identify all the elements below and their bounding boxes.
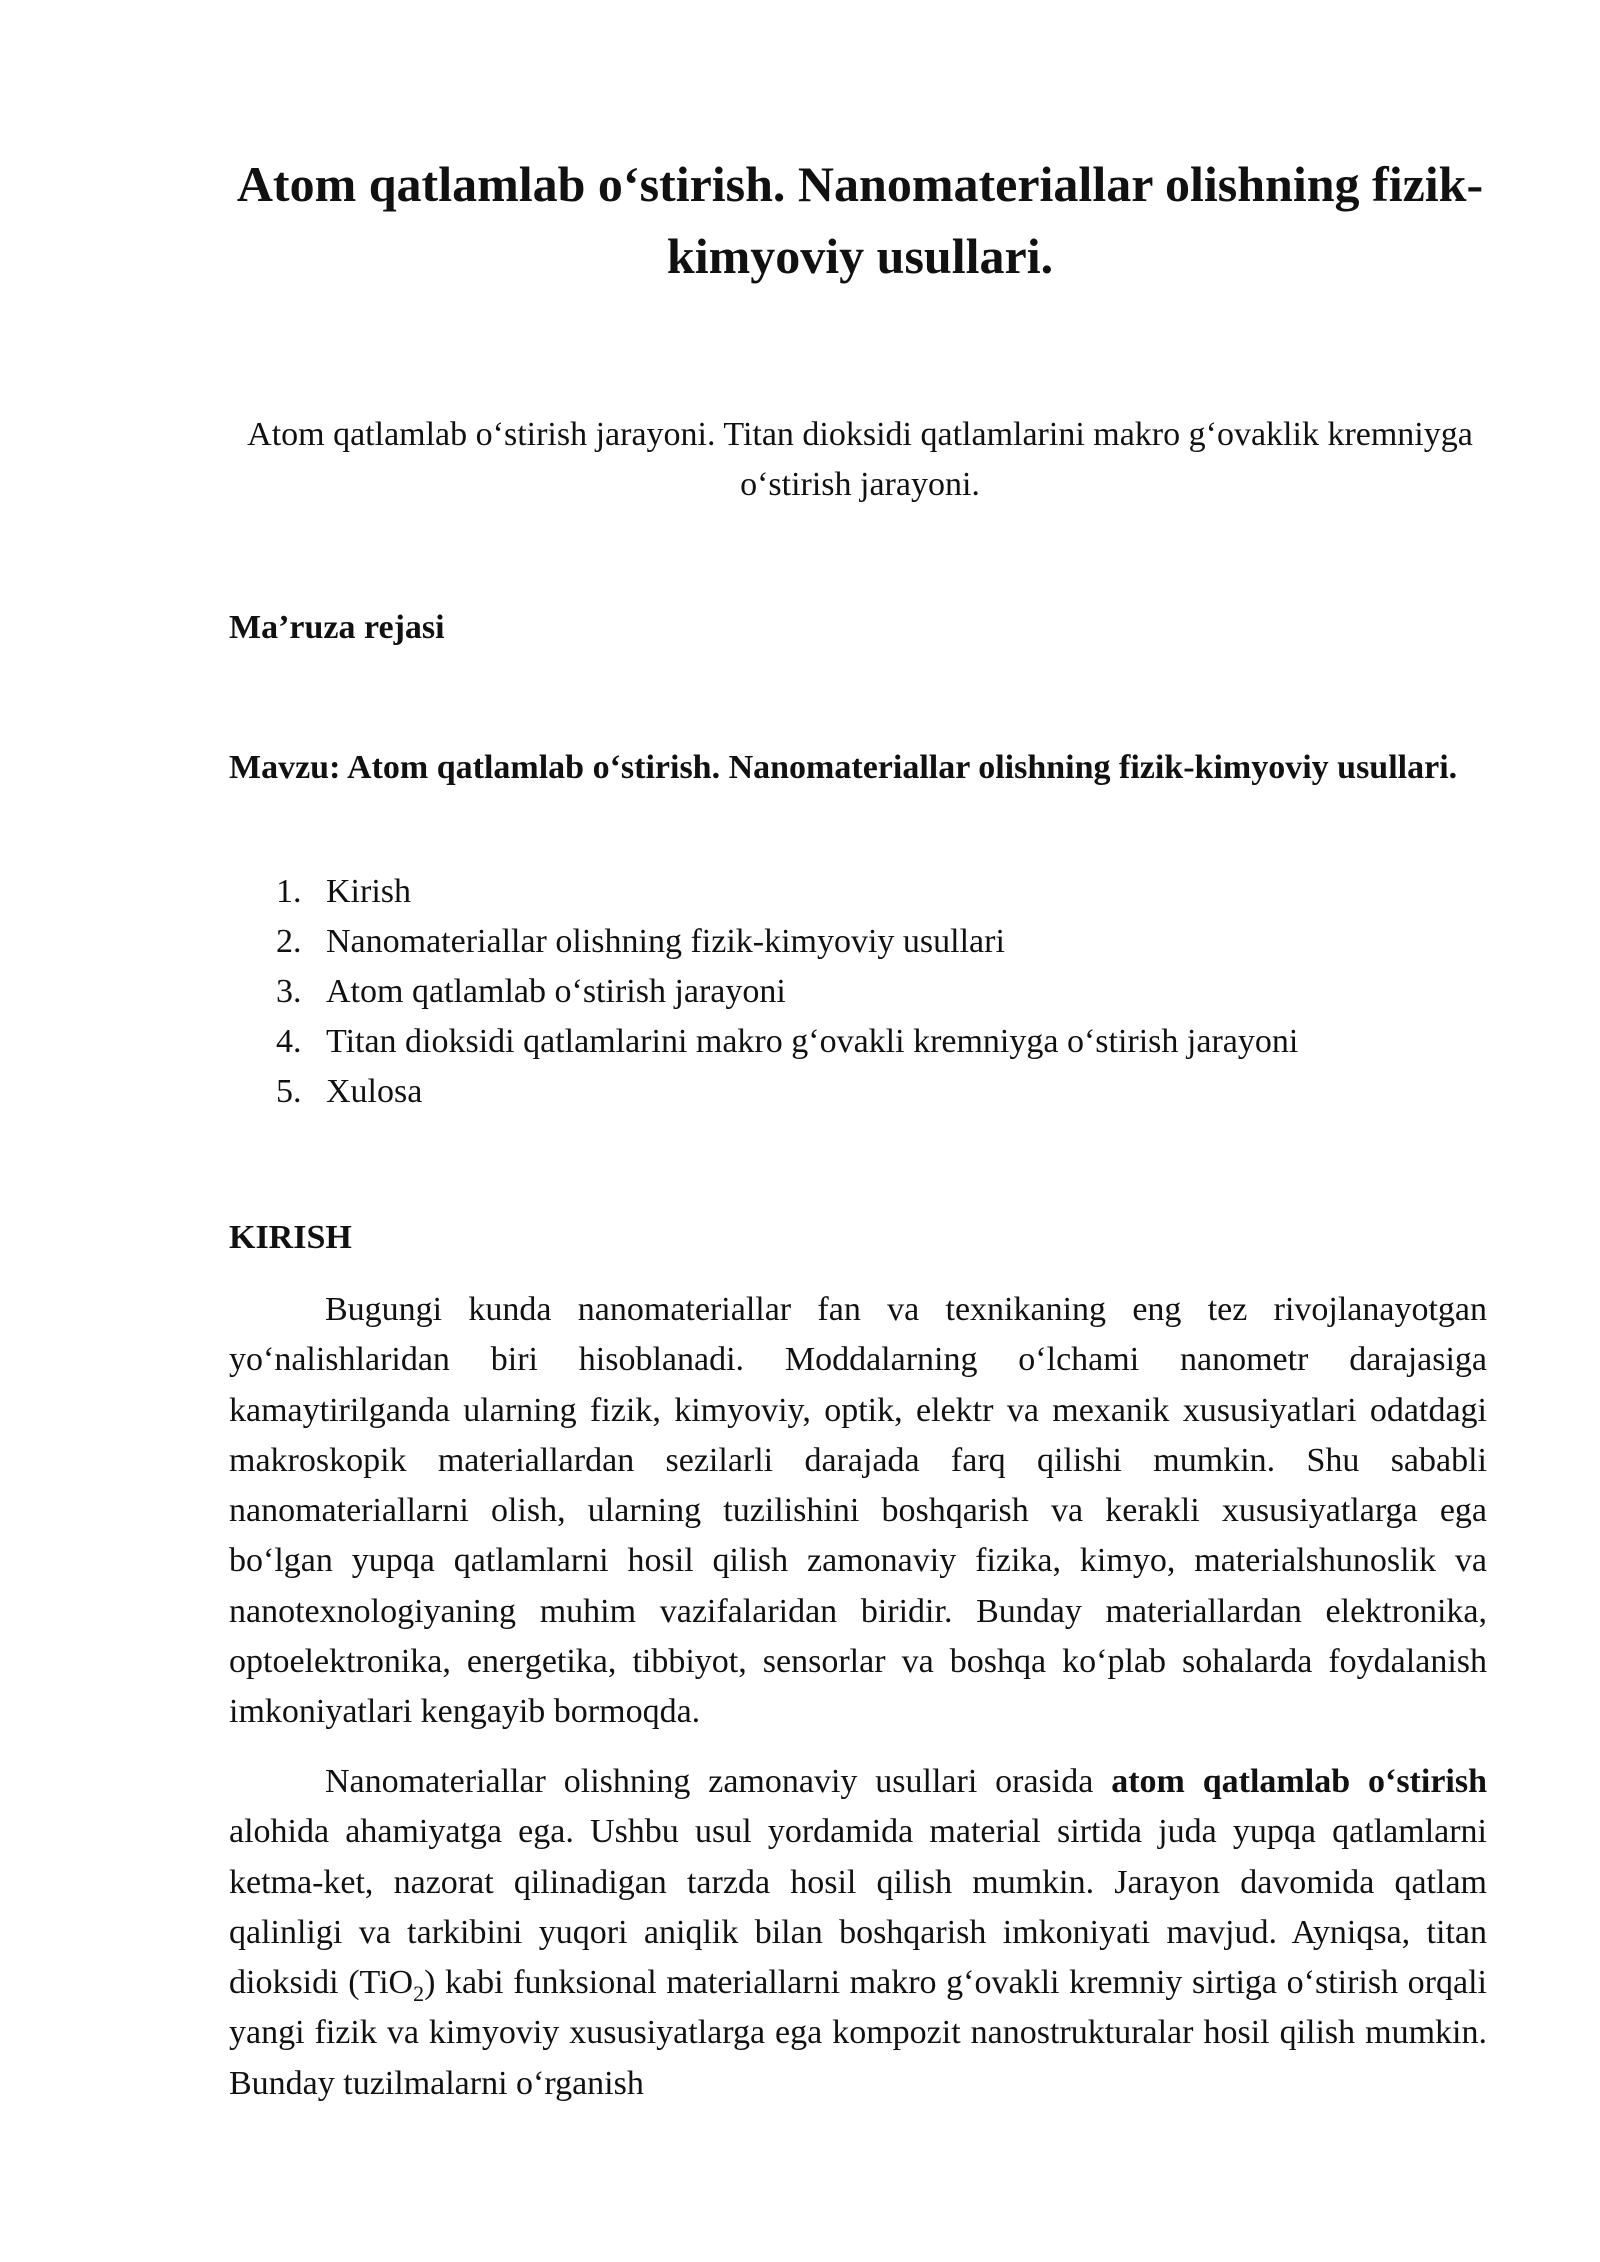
outline-item xyxy=(229,917,1298,967)
subscript: 2 xyxy=(413,1980,425,2006)
plan-heading: Ma’ruza rejasi xyxy=(229,609,445,646)
outline-text: Titan dioksidi qatlamlarini makro g‘ovakli kremniyga o‘stirish jarayoni xyxy=(326,1023,1299,1060)
outline-text: Kirish xyxy=(326,873,411,910)
outline-number: 1. xyxy=(276,873,302,910)
outline-item xyxy=(229,1017,1298,1067)
outline-text: Nanomateriallar olishning fizik-kimyoviy usullari xyxy=(326,923,1005,960)
topic-line: Mavzu: Atom qatlamlab o‘stirish. Nanomateriallar olishning fizik-kimyoviy usullari. xyxy=(229,749,1458,786)
intro-paragraph-2 xyxy=(229,1757,1487,2109)
intro-paragraph-1: Bugungi kunda nanomateriallar fan va texnikaning eng tez rivojlanayotgan yo‘nalishlaridan biri hisoblanadi. Moddalarning o‘lchami nanometr darajasiga kamaytirilganda ularning fizik, kimyoviy, optik, elektr va mexanik xususiyatlari odatdagi makroskopik materiallardan sezilarli darajada farq qilishi mumkin. Shu sababli nanomateriallarni olish, ularning tuzilishini boshqarish va kerakli xususiyatlarga ega bo‘lgan yupqa qatlamlarni hosil qilish zamonaviy fizika, kimyo, materialshunoslik va nanotexnologiyaning muhim vazifalaridan biridir. Bunday materiallardan elektronika, optoelektronika, energetika, tibbiyot, sensorlar va boshqa ko‘plab sohalarda foydalanish imkoniyatlari kengayib bormoqda. xyxy=(229,1291,1487,1731)
outline-text: Atom qatlamlab o‘stirish jarayoni xyxy=(326,973,786,1010)
outline-item xyxy=(229,967,1298,1017)
outline-number: 2. xyxy=(276,923,302,960)
paragraph-text: Nanomateriallar olishning zamonaviy usullari orasida xyxy=(325,1763,1112,1800)
document-title: Atom qatlamlab o‘stirish. Nanomateriallar olishning fizik-kimyoviy usullari. xyxy=(236,156,1484,284)
outline-number: 4. xyxy=(276,1023,302,1060)
document-subtitle: Atom qatlamlab o‘stirish jarayoni. Titan dioksidi qatlamlarini makro g‘ovaklik kremniyga o‘stirish jarayoni. xyxy=(247,416,1473,503)
paragraph-text: alohida ahamiyatga ega. Ushbu usul yordamida material sirtida juda yupqa qatlamlarni ketma-ket, nazorat qilinadigan tarzda hosil qilish mumkin. Jarayon davomida qatlam qalinligi va tarkibini yuqori aniqlik bilan boshqarish imkoniyati mavjud. Ayniqsa, titan dioksidi (TiO xyxy=(229,1813,1487,2002)
section-heading-kirish: KIRISH xyxy=(229,1219,352,1256)
outline-item xyxy=(229,1067,1298,1117)
outline-number: 3. xyxy=(276,973,302,1010)
outline-number: 5. xyxy=(276,1073,302,1110)
lecture-outline xyxy=(229,867,1298,1117)
paragraph-text: ) kabi funksional materiallarni makro g‘ovakli kremniy sirtiga o‘stirish orqali yangi fizik va kimyoviy xususiyatlarga ega kompozit nanostrukturalar hosil qilish mumkin. Bunday tuzilmalarni o‘rganish xyxy=(229,1964,1487,2102)
outline-text: Xulosa xyxy=(326,1073,423,1110)
outline-item xyxy=(229,867,1298,917)
emphasis-term: atom qatlamlab o‘stirish xyxy=(1111,1763,1487,1800)
